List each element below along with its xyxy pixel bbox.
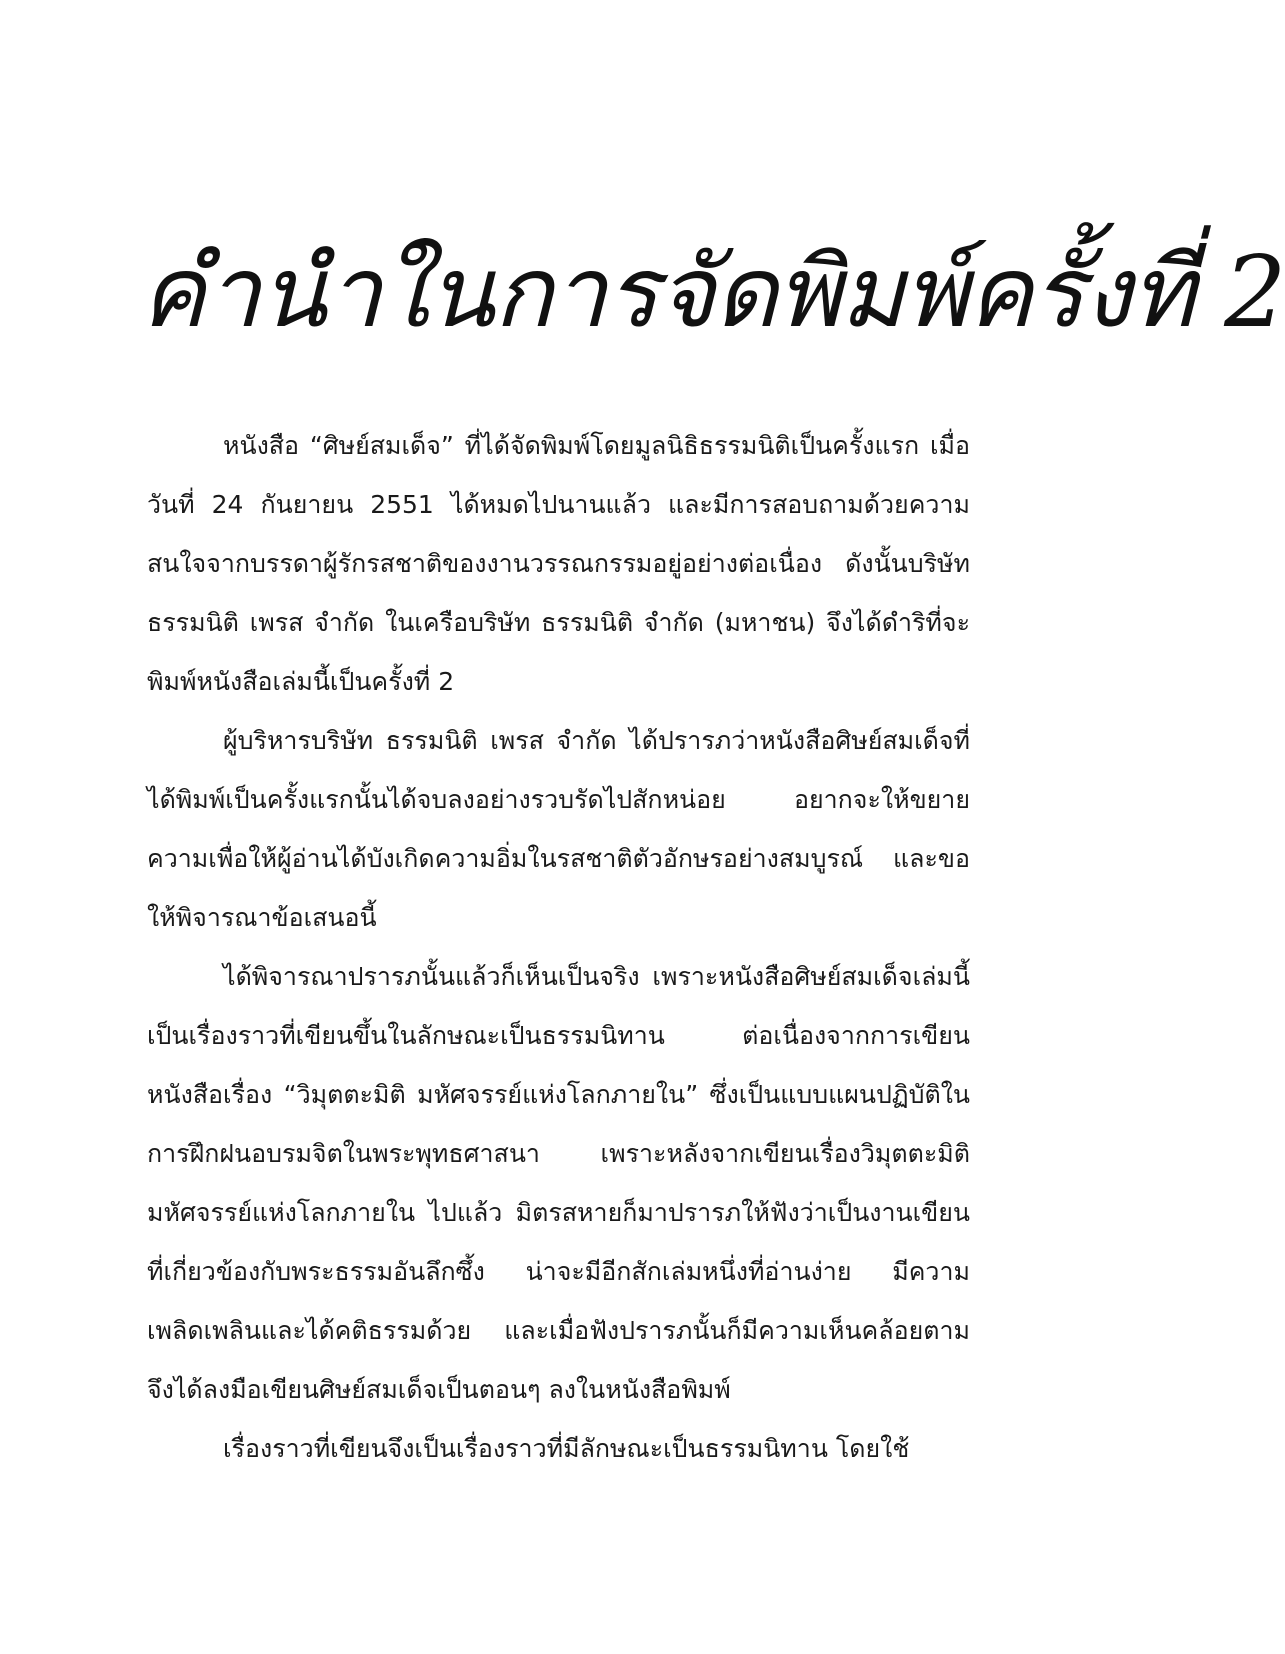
paragraph-4: เรื่องราวที่เขียนจึงเป็นเรื่องราวที่มีลักษณะเป็นธรรมนิทาน โดยใช้ [223,1434,910,1463]
body-text [147,416,970,1478]
paragraph-3: ได้พิจารณาปรารภนั้นแล้วก็เห็นเป็นจริง เพราะหนังสือศิษย์สมเด็จเล่มนี้เป็นเรื่องราวที่เขียนขึ้นในลักษณะเป็นธรรมนิทาน ต่อเนื่องจากการเขียนหนังสือเรื่อง “วิมุตตะมิติ มหัศจรรย์แห่งโลกภายใน” ซึ่งเป็นแบบแผนปฏิบัติในการฝึกฝนอบรมจิตในพระพุทธศาสนา เพราะหลังจากเขียนเรื่องวิมุตตะมิติ มหัศจรรย์แห่งโลกภายใน ไปแล้ว มิตรสหายก็มาปรารภให้ฟังว่าเป็นงานเขียนที่เกี่ยวข้องกับพระธรรมอันลึกซึ้ง น่าจะมีอีกสักเล่มหนึ่งที่อ่านง่าย มีความเพลิดเพลินและได้คติธรรมด้วย และเมื่อฟังปรารภนั้นก็มีความเห็นคล้อยตามจึงได้ลงมือเขียนศิษย์สมเด็จเป็นตอนๆ ลงในหนังสือพิมพ์ [147,962,970,1404]
paragraph-1: หนังสือ “ศิษย์สมเด็จ” ที่ได้จัดพิมพ์โดยมูลนิธิธรรมนิติเป็นครั้งแรก เมื่อวันที่ 24 กันยายน 2551 ได้หมดไปนานแล้ว และมีการสอบถามด้วยความสนใจจากบรรดาผู้รักรสชาติของงานวรรณกรรมอยู่อย่างต่อเนื่อง ดังนั้นบริษัท ธรรมนิติ เพรส จำกัด ในเครือบริษัท ธรรมนิติ จำกัด (มหาชน) จึงได้ดำริที่จะพิมพ์หนังสือเล่มนี้เป็นครั้งที่ 2 [147,431,970,696]
page-title: คำนำในการจัดพิมพ์ครั้งที่ 2 [140,236,1285,350]
paragraph-2: ผู้บริหารบริษัท ธรรมนิติ เพรส จำกัด ได้ปรารภว่าหนังสือศิษย์สมเด็จที่ได้พิมพ์เป็นครั้งแรกนั้นได้จบลงอย่างรวบรัดไปสักหน่อย อยากจะให้ขยายความเพื่อให้ผู้อ่านได้บังเกิดความอิ่มในรสชาติตัวอักษรอย่างสมบูรณ์ และขอให้พิจารณาข้อเสนอนี้ [147,726,970,932]
